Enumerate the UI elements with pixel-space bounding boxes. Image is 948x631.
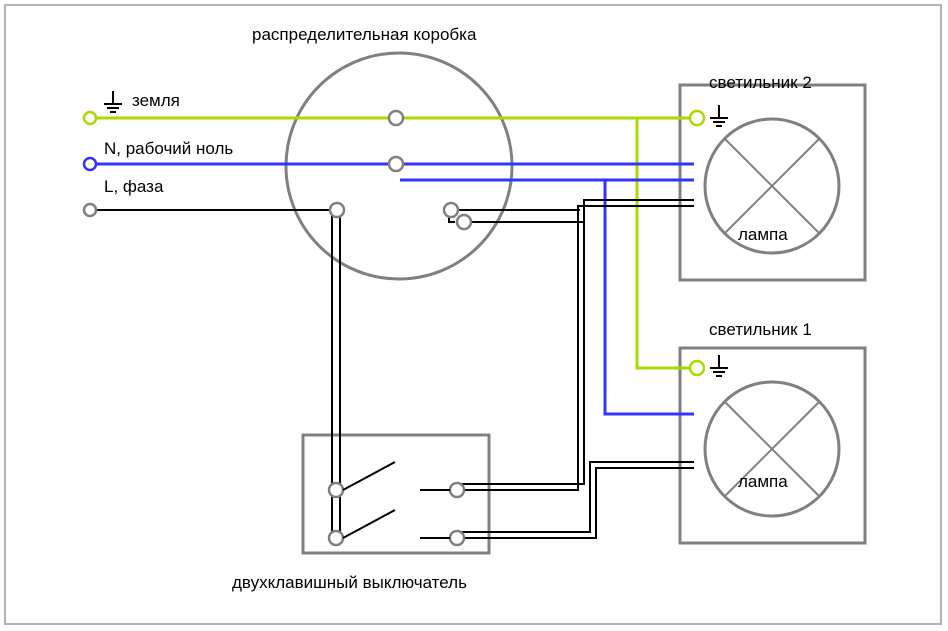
switch-lever-2 xyxy=(343,510,395,538)
terminal-box-phase-right xyxy=(444,203,458,217)
terminal-luminaire2-ground xyxy=(690,111,704,125)
terminal-switch-out-1 xyxy=(450,483,464,497)
ground-wire-to-luminaire1 xyxy=(637,118,694,368)
terminal-box-phase-right-lower xyxy=(457,215,471,229)
terminal-switch-in-1 xyxy=(329,483,343,497)
terminal-box-phase-left xyxy=(330,203,344,217)
luminaire2-label: светильник 2 xyxy=(709,73,812,92)
terminal-box-neutral xyxy=(389,157,403,171)
switch-label: двухклавишный выключатель xyxy=(232,573,467,592)
luminaire1-box xyxy=(680,348,865,543)
switch-return-wire-luminaire2-b xyxy=(457,200,694,484)
neutral-label: N, рабочий ноль xyxy=(104,139,234,158)
luminaire2-lamp-label: лампа xyxy=(738,225,788,244)
neutral-wire-to-luminaire1 xyxy=(400,180,694,414)
switch-return-wire-luminaire1-a xyxy=(457,462,694,532)
switch-lever-1 xyxy=(343,462,395,490)
phase-label: L, фаза xyxy=(104,177,164,196)
terminal-switch-in-2 xyxy=(329,531,343,545)
terminal-neutral-input xyxy=(84,158,96,170)
luminaire1-lamp-label: лампа xyxy=(738,472,788,491)
terminal-switch-out-2 xyxy=(450,531,464,545)
ground-symbol-left-icon xyxy=(104,91,122,112)
luminaire2-box xyxy=(680,85,865,280)
switch-return-wire-luminaire2-a xyxy=(457,206,694,490)
ground-symbol-luminaire2-icon xyxy=(710,105,728,126)
terminal-luminaire1-ground xyxy=(690,361,704,375)
terminal-ground-input xyxy=(84,112,96,124)
ground-label: земля xyxy=(132,91,180,110)
ground-symbol-luminaire1-icon xyxy=(710,355,728,376)
terminal-box-ground xyxy=(389,111,403,125)
terminal-phase-input xyxy=(84,204,96,216)
luminaire1-label: светильник 1 xyxy=(709,320,812,339)
switch-return-wire-luminaire1-b xyxy=(457,468,694,538)
junction-box-label: распределительная коробка xyxy=(252,25,477,44)
